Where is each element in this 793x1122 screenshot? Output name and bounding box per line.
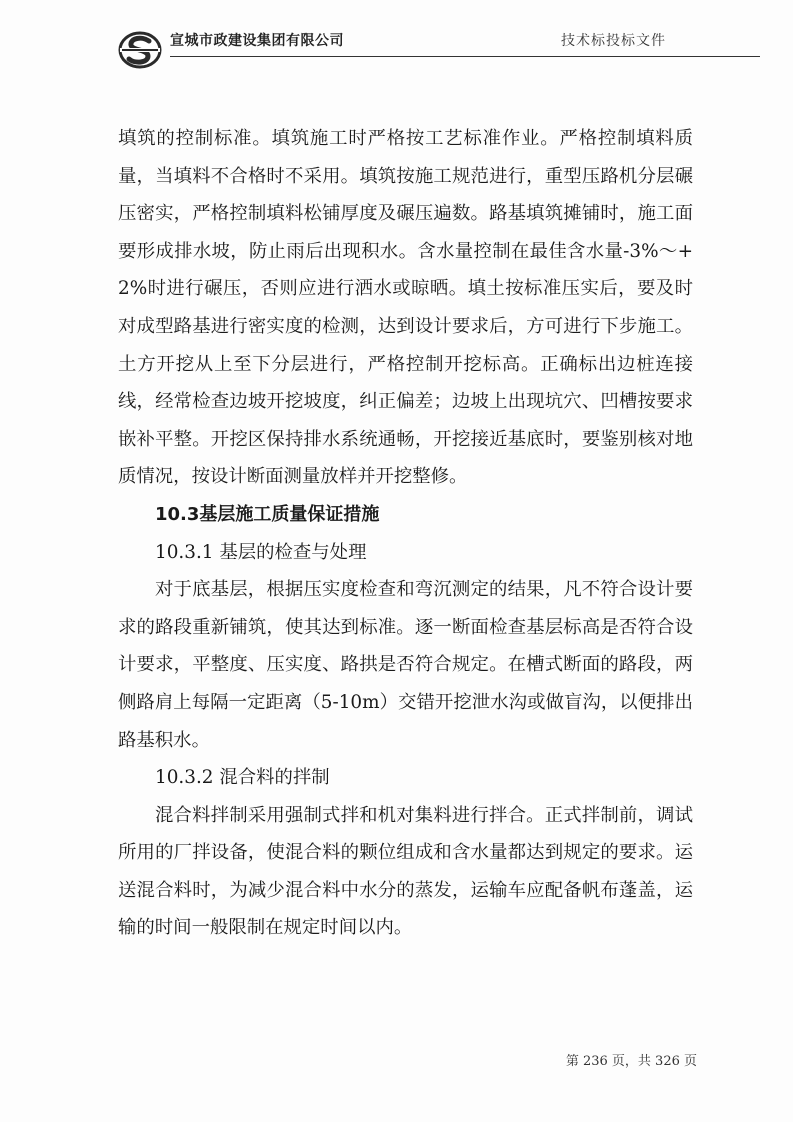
body-paragraph: 填筑的控制标准。填筑施工时严格按工艺标准作业。严格控制填料质量，当填料不合格时不采用。填筑按施工规范进行，重型压路机分层碾压密实，严格控制填料松铺厚度及碾压遍数。路基填筑摊铺时，施工面要形成排水坡，防止雨后出现积水。含水量控制在最佳含水量-3%～+2%时进行碾压，否则应进行洒水或晾晒。填土按标准压实后，要及时对成型路基进行密实度的检测，达到设计要求后，方可进行下步施工。土方开挖从上至下分层进行，严格控制开挖标高。正确标出边桩连接线，经常检查边坡开挖坡度，纠正偏差；边坡上出现坑穴、凹槽按要求嵌补平整。开挖区保持排水系统通畅，开挖接近基底时，要鉴别核对地质情况，按设计断面测量放样并开挖整修。	[118, 128, 693, 488]
document-body	[118, 120, 693, 947]
document-type-label: 技术标投标文件	[561, 33, 666, 49]
body-paragraph: 对于底基层，根据压实度检查和弯沉测定的结果，凡不符合设计要求的路段重新铺筑，使其达到标准。逐一断面检查基层标高是否符合设计要求，平整度、压实度、路拱是否符合规定。在槽式断面的路段，两侧路肩上每隔一定距离（5-10m）交错开挖泄水沟或做盲沟，以便排出路基积水。	[118, 579, 693, 751]
subsection-heading: 10.3.2 混合料的拌制	[155, 767, 330, 789]
company-logo-s-icon	[118, 30, 162, 70]
section-heading: 10.3基层施工质量保证措施	[155, 503, 380, 525]
page-number: 第 236 页，共 326 页	[565, 1054, 697, 1069]
header-divider	[170, 56, 760, 57]
company-name: 宣城市政建设集团有限公司	[170, 33, 344, 49]
page-header	[118, 22, 708, 78]
body-paragraph: 混合料拌制采用强制式拌和机对集料进行拌合。正式拌制前，调试所用的厂拌设备，使混合料的颗位组成和含水量都达到规定的要求。运送混合料时，为减少混合料中水分的蒸发，运输车应配备帆布蓬盖，运输的时间一般限制在规定时间以内。	[118, 804, 693, 939]
subsection-heading: 10.3.1 基层的检查与处理	[155, 541, 367, 563]
